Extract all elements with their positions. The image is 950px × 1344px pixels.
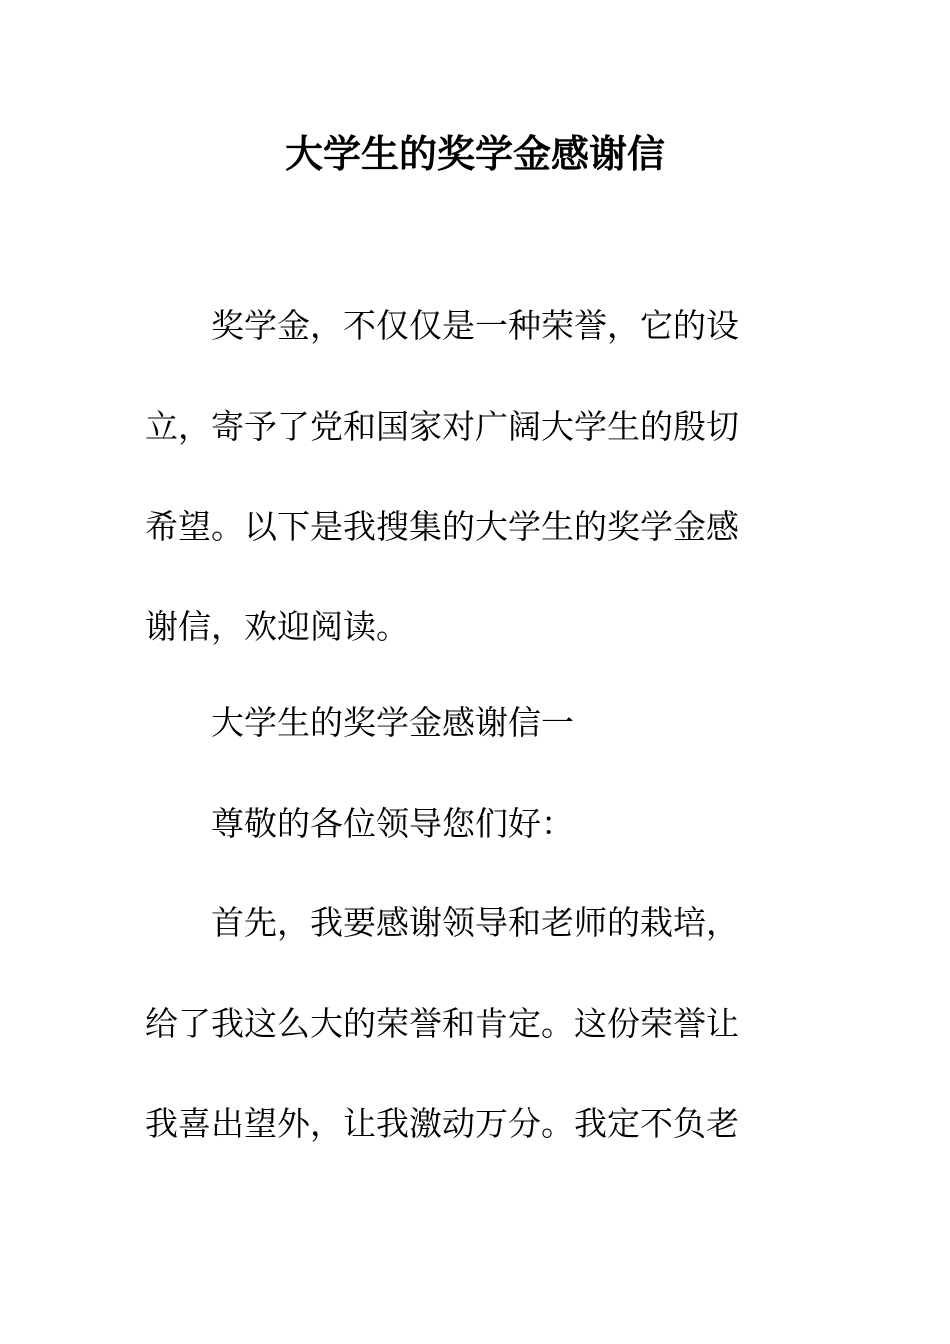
paragraph-line: 给了我这么大的荣誉和肯定。这份荣誉让 bbox=[145, 1004, 739, 1043]
paragraph-line: 希望。以下是我搜集的大学生的奖学金感 bbox=[145, 507, 739, 546]
paragraph-line: 我喜出望外，让我激动万分。我定不负老 bbox=[145, 1104, 739, 1143]
document-title: 大学生的奖学金感谢信 bbox=[284, 131, 665, 176]
paragraph-line: 奖学金，不仅仅是一种荣誉，它的设 bbox=[145, 306, 739, 345]
paragraph-line: 谢信，欢迎阅读。 bbox=[145, 607, 409, 646]
section-heading: 大学生的奖学金感谢信一 bbox=[145, 703, 574, 742]
salutation: 尊敬的各位领导您们好： bbox=[145, 804, 574, 843]
paragraph-line: 首先，我要感谢领导和老师的栽培， bbox=[145, 903, 739, 942]
paragraph-line: 立，寄予了党和国家对广阔大学生的殷切 bbox=[145, 407, 739, 446]
